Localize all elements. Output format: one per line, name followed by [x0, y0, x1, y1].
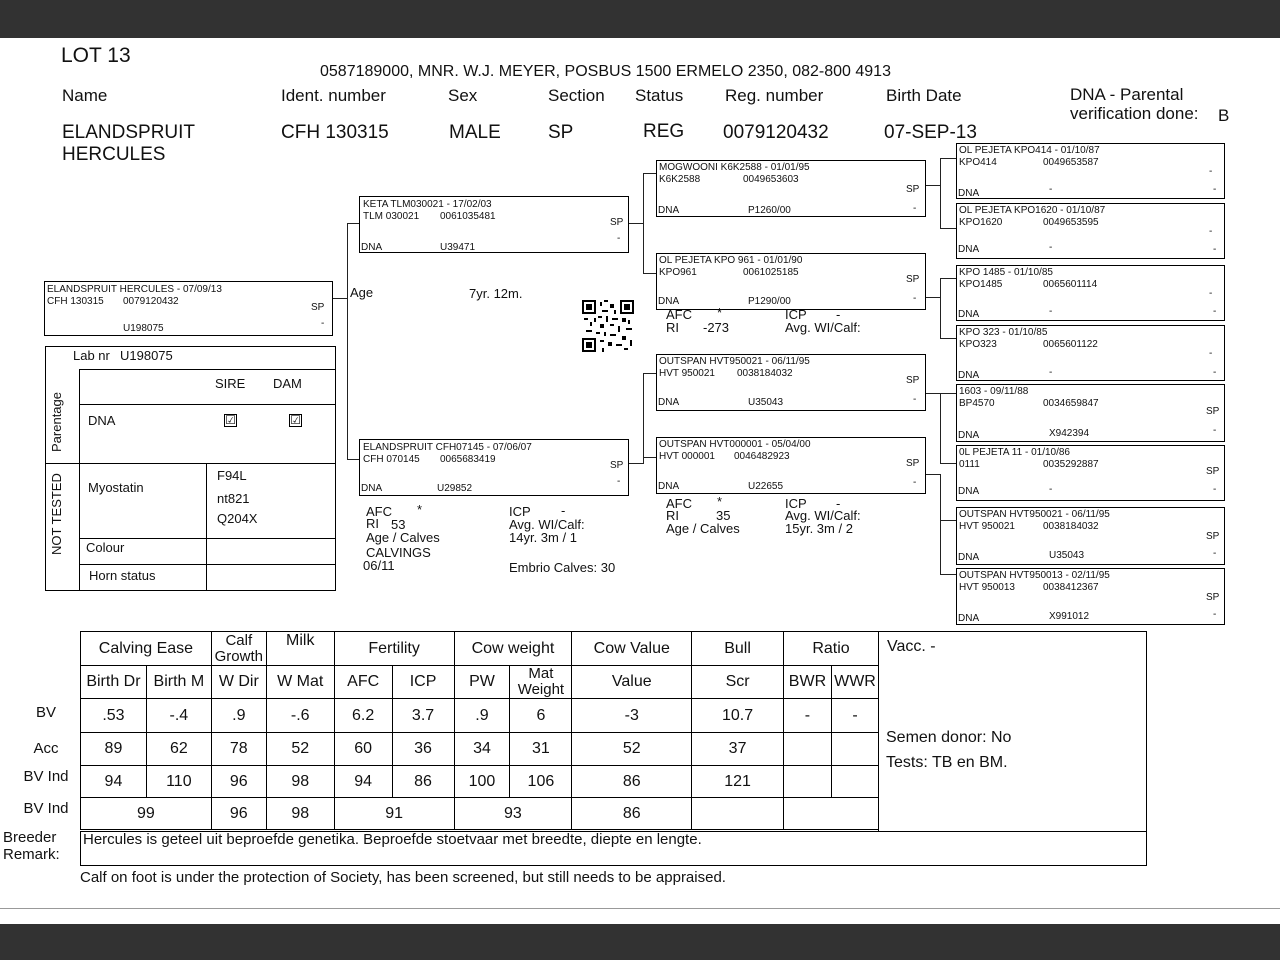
parentage-label: Parentage [49, 392, 64, 452]
animal-section: SP [548, 122, 574, 143]
connector [347, 223, 359, 224]
gp-title: MOGWOONI K6K2588 - 01/01/95 [659, 162, 810, 173]
bv-cell: -.6 [266, 699, 334, 733]
sub-w-mat: W Mat [266, 666, 334, 699]
animal-status: REG [643, 121, 685, 142]
dam-agecalves: 14yr. 3m / 1 [509, 530, 577, 545]
bvind-cell [783, 766, 831, 798]
acc-cell: 36 [392, 733, 454, 766]
subject-ident: CFH 130315 [47, 296, 104, 307]
sire-dna-checkbox: ☑ [225, 413, 236, 427]
gp-sd-afc: * [717, 305, 723, 320]
acc-cell: 52 [572, 733, 692, 766]
gp-dash: - [913, 203, 917, 214]
animal-sex: MALE [449, 122, 501, 143]
tests: Tests: TB en BM. [886, 754, 1008, 771]
gp-dd-icp: - [836, 496, 841, 511]
connector [940, 228, 956, 229]
breeder-label-1: Breeder [3, 829, 57, 846]
connector [926, 185, 940, 186]
bvind2-cell: 91 [334, 798, 454, 830]
breeder-label-2: Remark: [3, 846, 60, 863]
connector [643, 373, 644, 464]
gp-ident: HVT 000001 [659, 451, 715, 462]
bvind-cell: 86 [572, 766, 692, 798]
bv-cell: - [831, 699, 878, 733]
bv-cell: .9 [211, 699, 266, 733]
ggp-mark: SP [1206, 466, 1220, 477]
bvind-cell: 86 [392, 766, 454, 798]
grandparent-box [656, 437, 926, 494]
sire-sp: SP [610, 217, 624, 228]
group-calf-growth: Calf Growth [211, 632, 266, 666]
bvind2-cell [692, 798, 784, 830]
divider [79, 538, 336, 539]
gp-dd-icp-label: ICP [785, 496, 807, 511]
ggp-box [956, 325, 1225, 381]
ggp-dash: - [1213, 425, 1217, 436]
divider [45, 463, 336, 464]
dam-ri-label: RI [366, 516, 379, 531]
sire-title: KETA TLM030021 - 17/02/03 [363, 199, 492, 210]
gp-reg: 0038184032 [737, 368, 793, 379]
dam-ident: CFH 070145 [363, 454, 420, 465]
bv-cell: - [783, 699, 831, 733]
ggp-ident: HVT 950013 [959, 582, 1015, 593]
row-label-bvind: BV Ind [23, 768, 69, 785]
bottom-bar [0, 924, 1280, 960]
myostatin-nt821: nt821 [217, 491, 250, 506]
sire-box [359, 196, 629, 253]
group-cow-value: Cow Value [572, 632, 692, 666]
ggp-mark: SP [1206, 406, 1220, 417]
bv-cell: 6 [510, 699, 572, 733]
myostatin-f94l: F94L [217, 468, 247, 483]
connector [940, 158, 941, 228]
gp-reg: 0061025185 [743, 267, 799, 278]
dam-calvings-label: CALVINGS [366, 545, 431, 560]
header-birth: Birth Date [886, 86, 962, 105]
ggp-dash: - [1213, 184, 1217, 195]
age-label: Age [350, 285, 374, 300]
sub-icp: ICP [392, 666, 454, 699]
dam-dna-checkbox: ☑ [290, 413, 301, 427]
connector [643, 173, 644, 273]
group-fertility: Fertility [334, 632, 454, 666]
bv-cell: -3 [572, 699, 692, 733]
gp-ident: KPO961 [659, 267, 697, 278]
gp-sd-ri-label: RI [666, 320, 679, 335]
bvind-cell: 96 [211, 766, 266, 798]
gp-sp: SP [906, 375, 920, 386]
sire-reg: 0061035481 [440, 211, 496, 222]
ggp-dash: - [1213, 306, 1217, 317]
gp-dna-label: DNA [658, 481, 680, 492]
myostatin-label: Myostatin [88, 480, 144, 495]
animal-reg: 0079120432 [723, 122, 829, 143]
bvind2-cell [783, 798, 878, 830]
header-status: Status [635, 86, 684, 105]
ggp-dash: - [1213, 367, 1217, 378]
animal-birth: 07-SEP-13 [884, 122, 977, 143]
ggp-ident: 0111 [959, 459, 980, 470]
ggp-box [956, 143, 1225, 199]
gp-dd-wi-label: Avg. WI/Calf: [785, 508, 861, 523]
connector [940, 574, 956, 575]
acc-cell: 60 [334, 733, 392, 766]
subject-sp: SP [311, 302, 325, 313]
dam-icp: - [561, 503, 566, 518]
ggp-dash: - [1213, 484, 1217, 495]
ggp-reg: 0034659847 [1043, 398, 1099, 409]
gp-reg: 0046482923 [734, 451, 790, 462]
ggp-title: 0L PEJETA 11 - 01/10/86 [959, 447, 1070, 458]
divider [79, 369, 80, 591]
connector [926, 297, 940, 298]
gp-dna-label: DNA [658, 205, 680, 216]
dam-icp-label: ICP [509, 504, 531, 519]
dam-sp: SP [610, 460, 624, 471]
gp-dna-label: DNA [658, 296, 680, 307]
connector [940, 393, 941, 463]
header-dna-1: DNA - Parental [1070, 85, 1184, 104]
divider [79, 369, 336, 370]
dam-reg: 0065683419 [440, 454, 496, 465]
bvind-cell [831, 766, 878, 798]
sub-pw: PW [454, 666, 510, 699]
ggp-dna: - [1049, 306, 1053, 317]
gp-ident: K6K2588 [659, 174, 701, 185]
ggp-dna: X991012 [1049, 611, 1090, 622]
sire-dna: U39471 [440, 242, 476, 253]
sub-birth-m: Birth M [146, 666, 211, 699]
acc-cell: 62 [146, 733, 211, 766]
header-dna-value: B [1218, 106, 1230, 125]
acc-cell: 37 [692, 733, 784, 766]
ggp-ident: KPO1620 [959, 217, 1003, 228]
row-label-acc: Acc [33, 740, 59, 757]
subject-reg: 0079120432 [123, 296, 179, 307]
ggp-dna: - [1049, 242, 1053, 253]
grandparent-box [656, 160, 926, 217]
gp-sd-afc-label: AFC [666, 307, 692, 322]
footnote: Calf on foot is under the protection of Society, has been screened, but still needs to be appraised. [80, 869, 726, 886]
bottom-rule [0, 908, 1280, 909]
ggp-title: 1603 - 09/11/88 [959, 386, 1029, 397]
bvind-cell: 121 [692, 766, 784, 798]
row-label-bv: BV [35, 704, 56, 721]
ggp-dna: - [1049, 484, 1053, 495]
gp-sd-icp-label: ICP [785, 307, 807, 322]
ggp-reg: 0049653595 [1043, 217, 1099, 228]
connector [940, 463, 956, 464]
header-ident: Ident. number [281, 86, 386, 105]
bvind-cell: 94 [334, 766, 392, 798]
gp-sd-ri: -273 [703, 320, 730, 335]
ggp-dna-label: DNA [958, 309, 980, 320]
gp-sp: SP [906, 184, 920, 195]
connector [643, 457, 656, 458]
gp-dd-afc: * [717, 494, 723, 509]
gp-title: OL PEJETA KPO 961 - 01/01/90 [659, 255, 803, 266]
bv-table [80, 631, 879, 830]
ggp-ident: HVT 950021 [959, 521, 1015, 532]
lot-number: LOT 13 [61, 44, 131, 67]
row-label-bvind-2: BV Ind [23, 800, 69, 817]
ggp-dash: - [1213, 548, 1217, 559]
connector [643, 173, 656, 174]
breeder-remark: Hercules is geteel uit beproefde genetika. Beproefde stoetvaar met breedte, diepte en lengte. [83, 831, 702, 848]
connector [926, 474, 940, 475]
gp-sp: SP [906, 274, 920, 285]
subject-box [44, 281, 333, 336]
dam-afc-label: AFC [366, 504, 392, 519]
bvind-cell: 110 [146, 766, 211, 798]
vacc-label: Vacc. - [887, 638, 936, 655]
subject-dna: U198075 [123, 323, 164, 334]
dam-ri: 53 [391, 517, 406, 532]
gp-sd-icp: - [836, 307, 841, 322]
gp-dd-agecalves-label: Age / Calves [666, 521, 740, 536]
connector [629, 223, 643, 224]
ggp-box [956, 203, 1225, 259]
ggp-title: OL PEJETA KPO414 - 01/10/87 [959, 145, 1100, 156]
dam-afc: * [417, 502, 423, 517]
acc-cell: 89 [81, 733, 147, 766]
ggp-mark: - [1209, 226, 1213, 237]
acc-cell: 31 [510, 733, 572, 766]
qr-code-icon [582, 300, 634, 352]
ggp-box [956, 265, 1225, 321]
sub-afc: AFC [334, 666, 392, 699]
ggp-dna-label: DNA [958, 552, 980, 563]
grandparent-box [656, 354, 926, 411]
gp-dash: - [913, 293, 917, 304]
ggp-box [956, 568, 1225, 625]
connector [643, 373, 656, 374]
gp-dna: P1290/00 [748, 296, 791, 307]
bvind-cell: 94 [81, 766, 147, 798]
ggp-ident: KPO1485 [959, 279, 1003, 290]
ggp-ident: KPO414 [959, 157, 997, 168]
lab-dna-label: DNA [88, 413, 116, 428]
connector [926, 393, 940, 394]
header-name: Name [62, 86, 108, 105]
dam-wi-label: Avg. WI/Calf: [509, 517, 585, 532]
ggp-dna: U35043 [1049, 550, 1085, 561]
gp-dd-agecalves: 15yr. 3m / 2 [785, 521, 853, 536]
ggp-dash: - [1213, 609, 1217, 620]
ggp-dna-label: DNA [958, 188, 980, 199]
gp-dna-label: DNA [658, 397, 680, 408]
ggp-dna: - [1049, 367, 1053, 378]
ggp-dash: - [1213, 244, 1217, 255]
myostatin-q204x: Q204X [217, 511, 258, 526]
owner-line: 0587189000, MNR. W.J. MEYER, POSBUS 1500 ERMELO 2350, 082-800 4913 [320, 63, 891, 80]
acc-cell [831, 733, 878, 766]
sub-mat-weight: Mat Weight [510, 666, 572, 699]
acc-cell: 78 [211, 733, 266, 766]
group-ratio: Ratio [783, 632, 878, 666]
divider [206, 463, 207, 591]
group-calving-ease: Calving Ease [81, 632, 212, 666]
ggp-mark: SP [1206, 592, 1220, 603]
bvind2-cell: 99 [81, 798, 212, 830]
bv-cell: 10.7 [692, 699, 784, 733]
ggp-title: KPO 323 - 01/10/85 [959, 327, 1048, 338]
dam-dna: U29852 [437, 483, 473, 494]
header-reg: Reg. number [725, 86, 824, 105]
semen-donor: Semen donor: No [886, 729, 1012, 746]
ggp-reg: 0049653587 [1043, 157, 1099, 168]
ggp-title: OUTSPAN HVT950013 - 02/11/95 [959, 570, 1110, 581]
top-bar [0, 0, 1280, 38]
sire-ident: TLM 030021 [363, 211, 420, 222]
ggp-mark: - [1209, 288, 1213, 299]
bv-cell: 3.7 [392, 699, 454, 733]
ggp-ident: KPO323 [959, 339, 997, 350]
animal-ident: CFH 130315 [281, 122, 389, 143]
ggp-box [956, 384, 1225, 442]
connector [347, 459, 359, 460]
sub-wwr: WWR [831, 666, 878, 699]
group-cow-weight: Cow weight [454, 632, 572, 666]
connector [643, 273, 656, 274]
sub-w-dir: W Dir [211, 666, 266, 699]
ggp-box [956, 445, 1225, 501]
lab-sire-header: SIRE [215, 376, 246, 391]
ggp-reg: 0035292887 [1043, 459, 1099, 470]
header-dna-2: verification done: [1070, 104, 1199, 123]
lab-label: Lab nr [73, 348, 110, 363]
gp-sp: SP [906, 458, 920, 469]
gp-dash: - [913, 477, 917, 488]
connector [940, 278, 941, 338]
connector [940, 520, 956, 521]
ggp-title: OUTSPAN HVT950021 - 06/11/95 [959, 509, 1110, 520]
sire-dna-label: DNA [361, 242, 383, 253]
bvind-cell: 98 [266, 766, 334, 798]
gp-reg: 0049653603 [743, 174, 799, 185]
group-milk: Milk [266, 632, 334, 666]
bvind-cell: 106 [510, 766, 572, 798]
horn-status-label: Horn status [89, 568, 156, 583]
colour-label: Colour [86, 540, 125, 555]
connector [333, 298, 347, 299]
animal-name-2: HERCULES [62, 144, 166, 165]
dam-box [359, 439, 629, 496]
header-section: Section [548, 86, 605, 105]
gp-dd-ri-label: RI [666, 508, 679, 523]
sub-value: Value [572, 666, 692, 699]
gp-dna: P1260/00 [748, 205, 791, 216]
connector [940, 393, 956, 394]
dam-dash: - [617, 476, 621, 487]
group-bull: Bull [692, 632, 784, 666]
bvind2-cell: 86 [572, 798, 692, 830]
lab-value: U198075 [120, 348, 173, 363]
acc-cell: 52 [266, 733, 334, 766]
ggp-reg: 0065601122 [1043, 339, 1098, 350]
divider [79, 404, 336, 405]
grandparent-box [656, 253, 926, 310]
bvind-cell: 100 [454, 766, 510, 798]
gp-dd-ri: 35 [716, 508, 731, 523]
header-sex: Sex [448, 86, 478, 105]
gp-dna: U35043 [748, 397, 784, 408]
subject-title: ELANDSPRUIT HERCULES - 07/09/13 [47, 284, 222, 295]
acc-cell [783, 733, 831, 766]
ggp-title: KPO 1485 - 01/10/85 [959, 267, 1053, 278]
ggp-dna-label: DNA [958, 244, 980, 255]
animal-name-1: ELANDSPRUIT [62, 122, 196, 143]
not-tested-label: NOT TESTED [49, 473, 64, 555]
connector [940, 338, 956, 339]
ggp-reg: 0038184032 [1043, 521, 1099, 532]
connector [940, 158, 956, 159]
subject-dash: - [321, 318, 325, 329]
bvind2-cell: 98 [266, 798, 334, 830]
ggp-dna: - [1049, 184, 1053, 195]
age-value: 7yr. 12m. [469, 286, 523, 301]
dam-title: ELANDSPRUIT CFH07145 - 07/06/07 [363, 442, 532, 453]
ggp-ident: BP4570 [959, 398, 995, 409]
gp-title: OUTSPAN HVT950021 - 06/11/95 [659, 356, 810, 367]
ggp-dna-label: DNA [958, 486, 980, 497]
acc-cell: 34 [454, 733, 510, 766]
connector [629, 463, 643, 464]
gp-title: OUTSPAN HVT000001 - 05/04/00 [659, 439, 811, 450]
ggp-reg: 0065601114 [1043, 279, 1098, 290]
ggp-dna-label: DNA [958, 613, 980, 624]
sub-birth-dr: Birth Dr [81, 666, 147, 699]
gp-dash: - [913, 394, 917, 405]
divider [79, 564, 336, 565]
dam-agecalves-label: Age / Calves [366, 530, 440, 545]
dam-calvings: 06/11 [363, 558, 395, 573]
ggp-title: OL PEJETA KPO1620 - 01/10/87 [959, 205, 1106, 216]
bv-cell: -.4 [146, 699, 211, 733]
gp-dna: U22655 [748, 481, 784, 492]
ggp-mark: - [1209, 348, 1213, 359]
connector [940, 278, 956, 279]
gp-ident: HVT 950021 [659, 368, 715, 379]
sub-scr: Scr [692, 666, 784, 699]
bvind2-cell: 93 [454, 798, 572, 830]
dam-embrio: Embrio Calves: 30 [509, 560, 616, 575]
gp-sd-wi-label: Avg. WI/Calf: [785, 320, 861, 335]
bv-cell: 6.2 [334, 699, 392, 733]
ggp-reg: 0038412367 [1043, 582, 1099, 593]
bv-cell: .9 [454, 699, 510, 733]
connector [347, 223, 348, 459]
ggp-box [956, 507, 1225, 565]
sire-dash: - [617, 233, 621, 244]
gp-dd-afc-label: AFC [666, 496, 692, 511]
ggp-dna-label: DNA [958, 370, 980, 381]
lab-dam-header: DAM [273, 376, 302, 391]
connector [940, 474, 941, 574]
sub-bwr: BWR [783, 666, 831, 699]
bvind2-cell: 96 [211, 798, 266, 830]
ggp-mark: SP [1206, 531, 1220, 542]
ggp-mark: - [1209, 166, 1213, 177]
ggp-dna: X942394 [1049, 428, 1090, 439]
bv-cell: .53 [81, 699, 147, 733]
dam-dna-label: DNA [361, 483, 383, 494]
ggp-dna-label: DNA [958, 430, 980, 441]
